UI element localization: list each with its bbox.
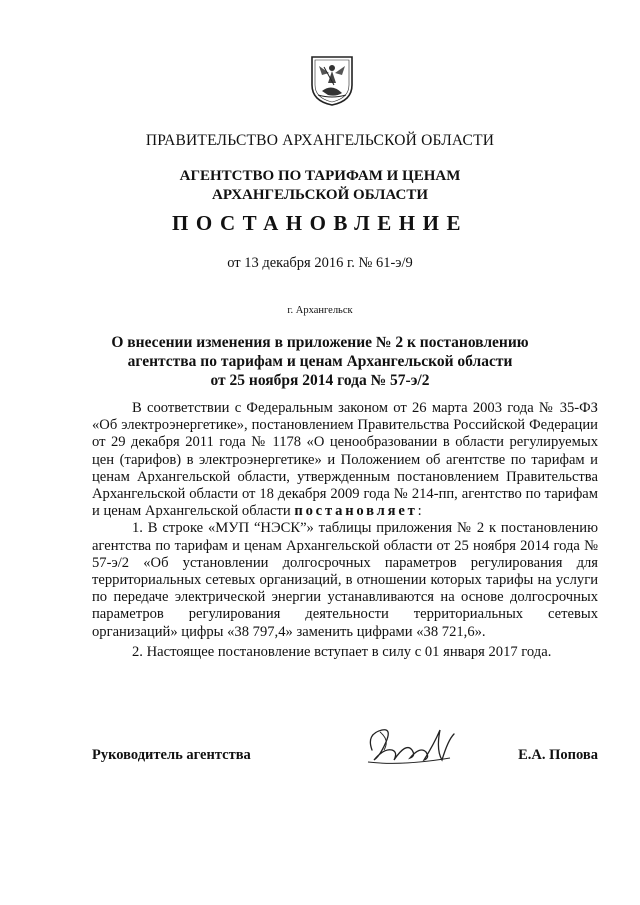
date-number-line: от 13 декабря 2016 г. № 61-э/9 (227, 255, 413, 271)
agency-title (0, 167, 640, 205)
agency-title-line1: АГЕНТСТВО ПО ТАРИФАМ И ЦЕНАМ (179, 168, 461, 184)
subject-line1: О внесении изменения в приложение № 2 к постановлению (111, 334, 529, 351)
preamble-text: В соответствии с Федеральным законом от 26 марта 2003 года № 35-ФЗ «Об электроэнергетике», постановлением Правительства Российской Федерации от 29 декабря 2011 года № 1178 «О ценообразовании в области регулируемых цен (тарифов) в электроэнергетике» и Положением об агентстве по тарифам и ценам Архангельской области, утвержденным постановлением Правительства Архангельской области от 18 декабря 2009 года № 214-пп, агентство по тарифам и ценам Архангельской области (92, 400, 598, 520)
document-type-heading: ПОСТАНОВЛЕНИЕ (172, 211, 468, 235)
decree-colon: : (417, 503, 422, 520)
handwritten-signature-icon (362, 720, 462, 775)
document-subject (0, 333, 640, 390)
item-1-paragraph: 1. В строке «МУП “НЭСК”» таблицы приложения № 2 к постановлению агентства по тарифам и ценам Архангельской области от 25 ноября 2014 года № 57-э/2 «Об установлении долгосрочных параметров регулирования для территориальных сетевых организаций, в отношении которых тарифы на услуги по передаче электрической энергии устанавливаются на основе долгосрочных параметров регулирования деятельности территориальных сетевых организаций» цифры «38 797,4» заменить цифрами «38 721,6». (92, 520, 598, 640)
item-2-paragraph: 2. Настоящее постановление вступает в силу с 01 января 2017 года. (132, 643, 552, 660)
subject-line2: агентства по тарифам и ценам Архангельской области (127, 353, 513, 370)
signatory-name: Е.А. Попова (518, 747, 598, 763)
document-body (92, 400, 598, 661)
decree-word: постановляет (294, 503, 418, 520)
agency-title-line2: АРХАНГЕЛЬСКОЙ ОБЛАСТИ (212, 187, 428, 203)
subject-line3: от 25 ноября 2014 года № 57-э/2 (210, 372, 430, 389)
organization-title: ПРАВИТЕЛЬСТВО АРХАНГЕЛЬСКОЙ ОБЛАСТИ (145, 132, 495, 149)
signatory-position: Руководитель агентства (92, 747, 251, 763)
city-line: г. Архангельск (287, 305, 353, 316)
preamble-paragraph (92, 400, 598, 520)
arkhangelsk-coat-of-arms-icon (310, 55, 354, 107)
